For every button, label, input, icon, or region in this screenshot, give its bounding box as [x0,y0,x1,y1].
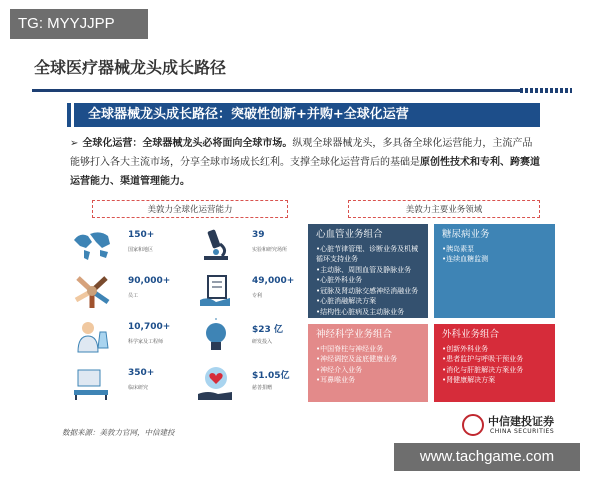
bullet-arrow-icon: ➢ [70,138,79,149]
panel-item: •主动脉、周围血管及静脉业务 [316,265,412,274]
panel-cardiovascular [308,224,428,318]
hospital-bed-icon [70,364,114,402]
panel-neuroscience [308,324,428,402]
metric-value: 90,000+ [128,276,171,286]
panel-item: •胰岛素泵 [442,244,475,253]
panel-item: •患者监护与呼吸干预业务 [442,355,524,363]
metric-label: 专利 [252,293,263,299]
metric-value: 49,000+ [252,276,295,286]
page-title: 全球医疗器械龙头成长路径 [34,58,227,77]
title-rule [32,89,572,92]
metric-label: 员工 [128,293,139,299]
panel-item: •连续血糖监测 [442,255,489,263]
section-banner: 全球器械龙头成长路径：突破性创新+并购+全球化运营 [74,103,540,127]
logo-text-en: CHINA SECURITIES [490,428,555,435]
hand-heart-icon [194,364,238,402]
panel-item: •心脏外科业务 [316,276,363,284]
metric-label: 国家和地区 [128,247,154,253]
panel-item: •冠脉及肾动脉交感神经消融业务 [316,286,419,295]
microscope-icon [194,226,238,264]
metric-item [194,362,309,408]
metric-value: 350+ [128,368,155,378]
metric-value: $1.05亿 [252,371,290,381]
panel-diabetes [434,224,555,318]
logo-mark-icon [462,414,484,436]
company-logo [462,410,567,440]
metric-label: 实验和研究场所 [252,247,288,253]
metric-value: 10,700+ [128,322,171,332]
bullet-bold-text: 全球器械龙头必将面向全球市场。 [142,138,293,149]
bullet-text: 纵观全球器械龙头，多具备全球化运营能力，主流产品能够打入各大主流市场，分享全球市场成长红利。支撑全球化运营背后的基础是 [70,138,533,168]
metric-item [194,316,309,362]
panel-title: 心血管业务组合 [316,229,383,240]
metric-label: 临床研究 [128,385,149,391]
right-section-header: 美敦力主要业务领域 [348,200,540,218]
panel-item: •神经调控及盆底健康业务 [316,355,398,363]
panel-title: 糖尿病业务 [442,229,490,240]
metric-value: $23 亿 [252,325,283,335]
banner-accent [67,103,71,127]
panel-title: 神经科学业务组合 [316,329,393,340]
panel-item: •肾健康解决方案 [442,376,496,384]
hands-together-icon [70,272,114,310]
bullet-bold-end: 原创性技术和专利、跨赛道运营能力、渠道管理能力。 [70,157,540,187]
panel-item: •心脏消融解决方案 [316,297,377,305]
left-section-header: 美敦力全球化运营能力 [92,200,288,218]
metric-item [70,224,185,270]
world-map-icon [70,226,114,264]
metric-label: 研发投入 [252,339,273,345]
metric-item [194,270,309,316]
lightbulb-icon [194,318,238,356]
metric-item [70,362,185,408]
data-source: 数据来源：美敦力官网，中信建投 [62,428,175,437]
title-rule-stripes [520,88,572,93]
panel-title: 外科业务组合 [442,329,500,340]
panel-item: •耳鼻喉业务 [316,376,356,384]
panel-item: •消化与肝脏解决方案业务 [442,365,524,374]
panel-item: •心脏节律管理、诊断业务及机械 [316,244,419,253]
metric-item [194,224,309,270]
scientist-icon [70,318,114,356]
top-tag: TG: MYYJJPP [10,9,148,39]
bullet-paragraph [70,134,540,191]
document-hand-icon [194,272,238,310]
metric-item [70,270,185,316]
metric-value: 39 [252,230,265,240]
metric-label: 科学家及工程师 [128,339,164,345]
panel-item: •中国脊柱与神经业务 [316,344,384,353]
panel-surgical [434,324,555,402]
panel-item: •创新外科业务 [442,344,489,353]
metric-item [70,316,185,362]
metric-label: 慈善捐赠 [252,385,273,391]
bullet-label: 全球化运营： [82,138,143,149]
metric-value: 150+ [128,230,155,240]
logo-text-cn: 中信建投证券 [488,415,554,428]
panel-item: •结构性心脏病及主动脉业务 [316,307,405,316]
watermark: www.tachgame.com [394,443,580,471]
panel-item: •神经介入业务 [316,365,363,374]
panel-item: 循环支持业务 [316,255,358,263]
